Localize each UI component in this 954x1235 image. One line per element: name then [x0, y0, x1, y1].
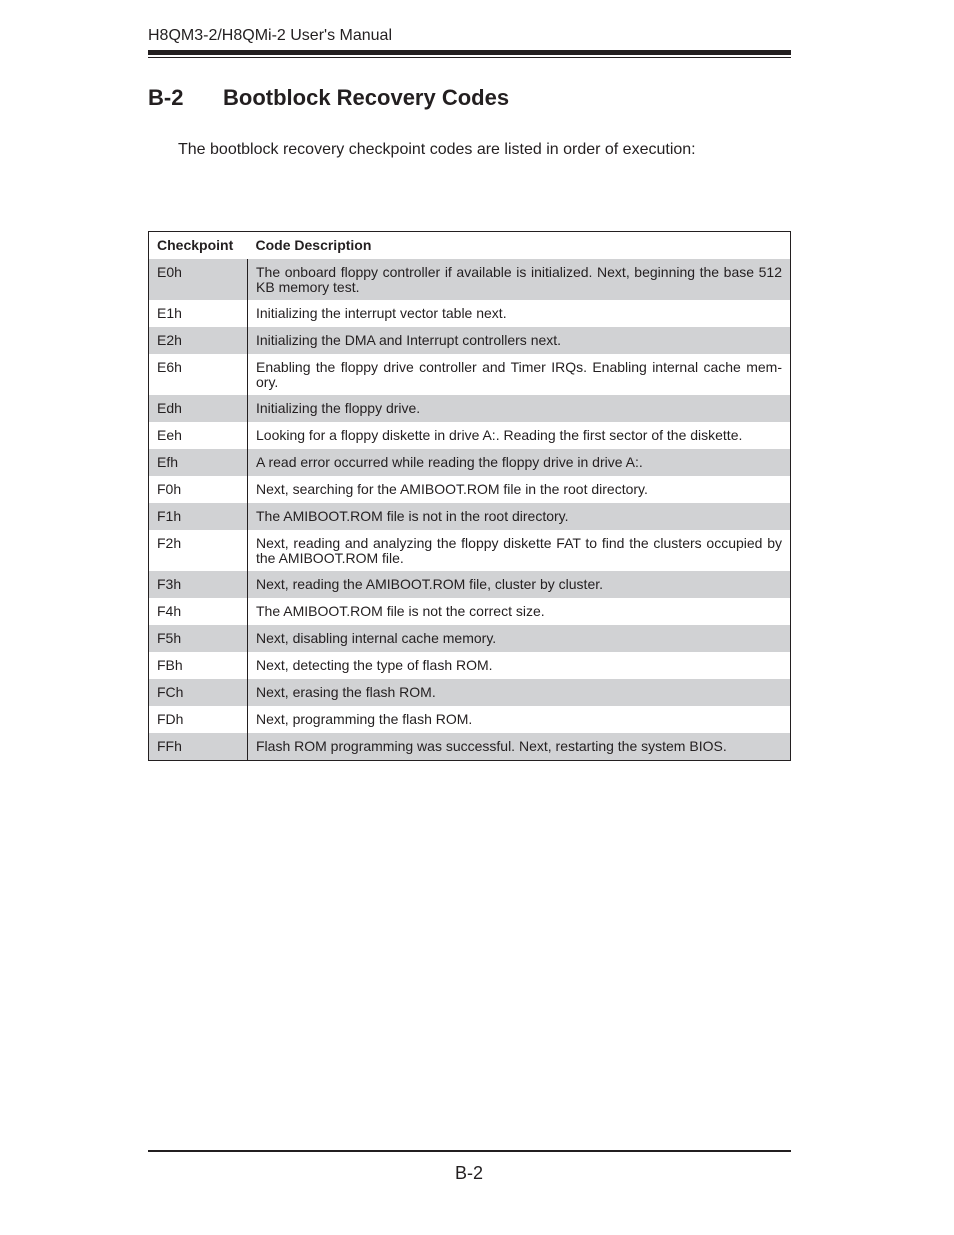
description-cell: Looking for a floppy diskette in drive A:. Reading the first sector of the diskette. [256, 427, 743, 443]
table-row [149, 300, 791, 327]
table-row [149, 259, 791, 300]
table-row [149, 571, 791, 598]
description-cell: The AMIBOOT.ROM file is not in the root directory. [248, 503, 791, 530]
checkpoint-cell: F2h [149, 530, 248, 571]
checkpoint-cell: FBh [149, 652, 248, 679]
section-heading [148, 85, 509, 111]
checkpoint-table [148, 231, 791, 761]
table-row [149, 476, 791, 503]
checkpoint-cell: E6h [149, 354, 248, 395]
table-row [149, 354, 791, 395]
checkpoint-cell: E2h [149, 327, 248, 354]
checkpoint-cell: FFh [149, 733, 248, 761]
table-row [149, 706, 791, 733]
table-row [149, 327, 791, 354]
description-cell: Next, programming the flash ROM. [256, 711, 473, 727]
table-row [149, 449, 791, 476]
checkpoint-cell: F5h [149, 625, 248, 652]
header-rule-thick [148, 50, 791, 55]
running-header: H8QM3-2/H8QMi-2 User's Manual [148, 27, 393, 44]
checkpoint-cell: Efh [149, 449, 248, 476]
description-cell: Initializing the interrupt vector table next. [256, 305, 507, 321]
description-cell: Next, reading the AMIBOOT.ROM file, cluster by cluster. [248, 571, 791, 598]
checkpoint-cell: E1h [149, 300, 248, 327]
description-cell: Next, disabling internal cache memory. [248, 625, 791, 652]
checkpoint-cell: FDh [149, 706, 248, 733]
description-cell: Next, searching for the AMIBOOT.ROM file in the root directory. [256, 481, 648, 497]
description-cell: The AMIBOOT.ROM file is not the correct size. [256, 603, 545, 619]
intro-paragraph: The bootblock recovery checkpoint codes are listed in order of execution: [178, 141, 696, 158]
table-header-row [149, 232, 791, 260]
checkpoint-cell: F1h [149, 503, 248, 530]
description-cell: A read error occurred while reading the floppy drive in drive A:. [248, 449, 791, 476]
checkpoint-cell: F3h [149, 571, 248, 598]
column-header-description: Code Description [255, 237, 372, 253]
description-cell: Next, reading and analyzing the floppy diskette FAT to find the clusters occupied by the AMIBOOT.ROM file. [256, 535, 782, 566]
page-number: B-2 [455, 1163, 484, 1183]
table-row [149, 679, 791, 706]
checkpoint-cell: F0h [149, 476, 248, 503]
description-cell: Initializing the DMA and Interrupt controllers next. [248, 327, 791, 354]
description-cell: Next, erasing the flash ROM. [248, 679, 791, 706]
checkpoint-cell: Eeh [149, 422, 248, 449]
checkpoint-cell: E0h [149, 259, 248, 300]
description-cell: Flash ROM programming was successful. Next, restarting the system BIOS. [248, 733, 791, 761]
table-row [149, 598, 791, 625]
checkpoint-cell: Edh [149, 395, 248, 422]
table-body [149, 259, 791, 761]
table-row [149, 503, 791, 530]
table-row [149, 395, 791, 422]
table-row [149, 422, 791, 449]
checkpoint-cell: FCh [149, 679, 248, 706]
table-row [149, 530, 791, 571]
table-row [149, 625, 791, 652]
description-cell: Next, detecting the type of flash ROM. [256, 657, 493, 673]
section-title: Bootblock Recovery Codes [223, 85, 510, 110]
checkpoint-cell: F4h [149, 598, 248, 625]
section-number: B-2 [148, 85, 184, 110]
table-row [149, 733, 791, 761]
description-cell: Initializing the floppy drive. [248, 395, 791, 422]
description-cell: The onboard floppy controller if available is initialized. Next, beginning the base 512 KB memory test. [248, 259, 791, 300]
header-rule-thin [148, 57, 791, 58]
description-cell: Enabling the floppy drive controller and Timer IRQs. Enabling internal cache mem-ory. [256, 359, 782, 390]
column-header-checkpoint: Checkpoint [157, 237, 234, 253]
footer-rule [148, 1150, 791, 1152]
table-row [149, 652, 791, 679]
